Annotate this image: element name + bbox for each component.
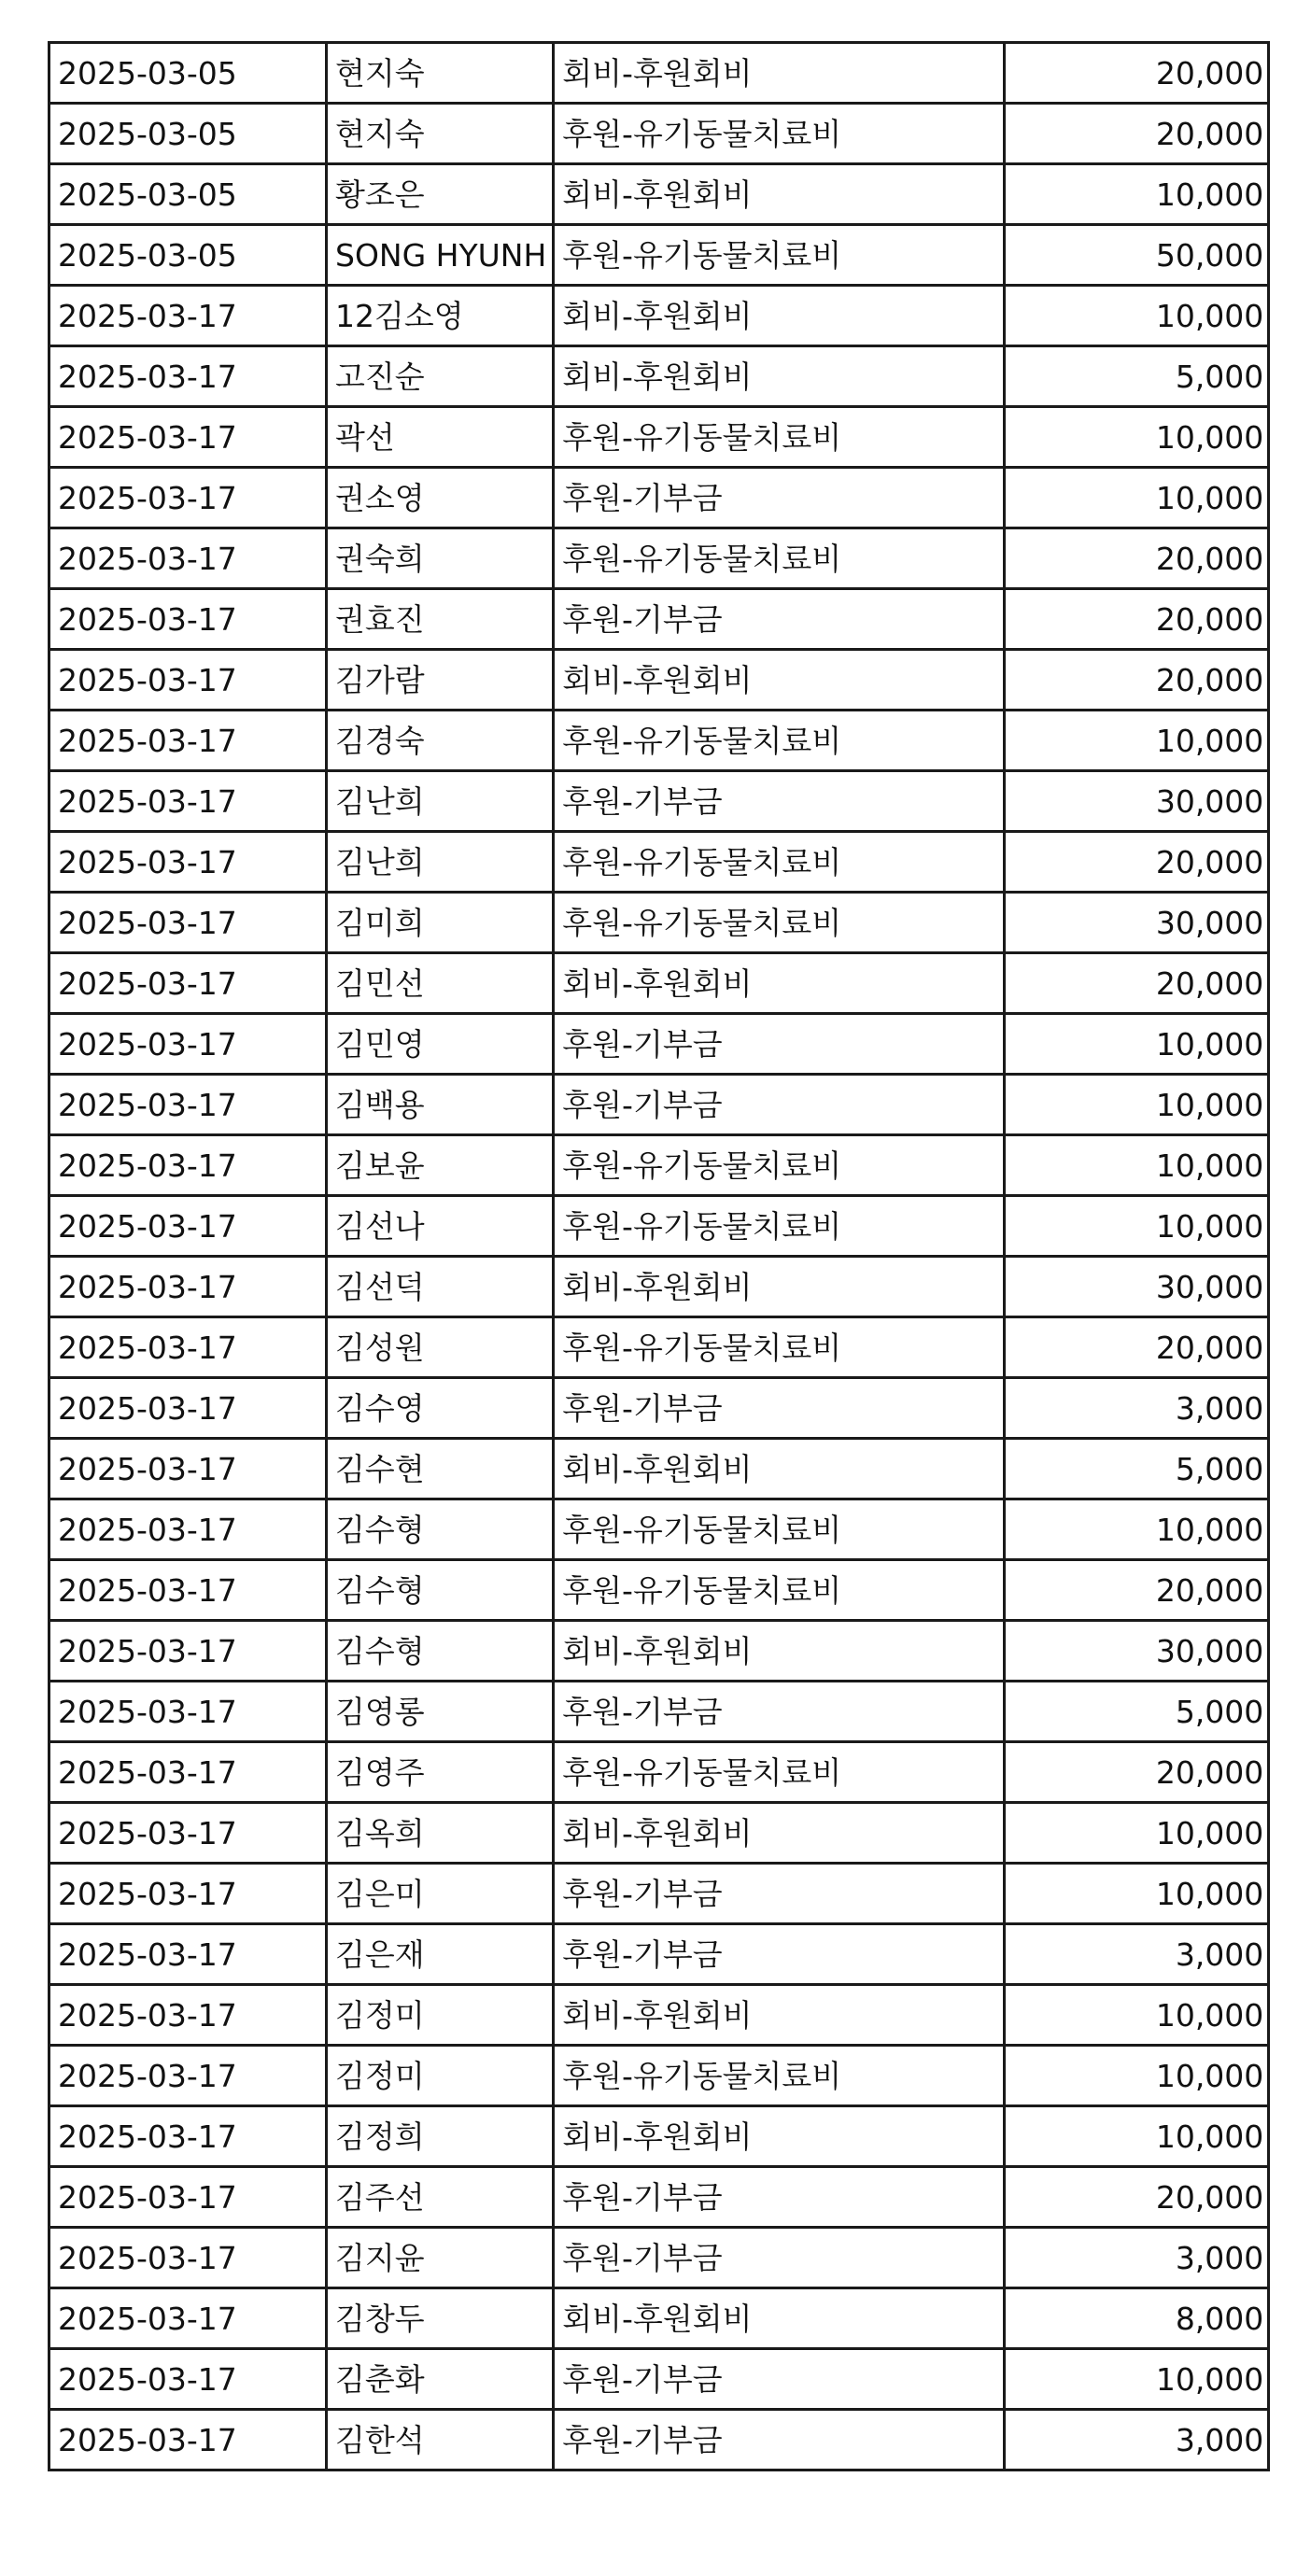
category-cell: 회비-후원회비 <box>554 1803 1005 1864</box>
donor-name-cell: 김한석 <box>327 2410 554 2470</box>
donor-name-cell: 김수영 <box>327 1378 554 1439</box>
table-row <box>49 1257 1269 1317</box>
donor-name-cell: 김지윤 <box>327 2228 554 2288</box>
amount-cell: 20,000 <box>1005 43 1269 104</box>
amount-cell: 3,000 <box>1005 1378 1269 1439</box>
table-row <box>49 953 1269 1014</box>
donor-name-cell: 김민선 <box>327 953 554 1014</box>
donor-name-cell: 김옥희 <box>327 1803 554 1864</box>
category-cell: 후원-기부금 <box>554 468 1005 528</box>
date-cell: 2025-03-17 <box>49 1196 327 1257</box>
amount-cell: 10,000 <box>1005 468 1269 528</box>
date-cell: 2025-03-17 <box>49 1682 327 1742</box>
date-cell: 2025-03-17 <box>49 1924 327 1985</box>
donor-name-cell: 황조은 <box>327 164 554 225</box>
category-cell: 후원-기부금 <box>554 2349 1005 2410</box>
date-cell: 2025-03-17 <box>49 1378 327 1439</box>
donor-name-cell: 김영주 <box>327 1742 554 1803</box>
date-cell: 2025-03-17 <box>49 2410 327 2470</box>
category-cell: 후원-기부금 <box>554 1924 1005 1985</box>
table-row <box>49 164 1269 225</box>
table-row <box>49 1742 1269 1803</box>
donor-name-cell: 김경숙 <box>327 711 554 771</box>
category-cell: 후원-유기동물치료비 <box>554 2046 1005 2106</box>
amount-cell: 50,000 <box>1005 225 1269 286</box>
donor-name-cell: 김선나 <box>327 1196 554 1257</box>
table-row <box>49 1621 1269 1682</box>
date-cell: 2025-03-17 <box>49 2349 327 2410</box>
donor-name-cell: 김정미 <box>327 2046 554 2106</box>
amount-cell: 20,000 <box>1005 832 1269 893</box>
category-cell: 후원-유기동물치료비 <box>554 407 1005 468</box>
category-cell: 후원-유기동물치료비 <box>554 1499 1005 1560</box>
amount-cell: 20,000 <box>1005 2167 1269 2228</box>
table-row <box>49 1317 1269 1378</box>
amount-cell: 10,000 <box>1005 1985 1269 2046</box>
category-cell: 회비-후원회비 <box>554 953 1005 1014</box>
donor-name-cell: 권효진 <box>327 589 554 650</box>
category-cell: 회비-후원회비 <box>554 1439 1005 1499</box>
date-cell: 2025-03-17 <box>49 2228 327 2288</box>
amount-cell: 30,000 <box>1005 893 1269 953</box>
date-cell: 2025-03-17 <box>49 2167 327 2228</box>
table-row <box>49 1196 1269 1257</box>
table-row <box>49 711 1269 771</box>
category-cell: 회비-후원회비 <box>554 2288 1005 2349</box>
donor-name-cell: 김정희 <box>327 2106 554 2167</box>
table-row <box>49 832 1269 893</box>
date-cell: 2025-03-17 <box>49 650 327 711</box>
category-cell: 후원-유기동물치료비 <box>554 893 1005 953</box>
table-row <box>49 589 1269 650</box>
category-cell: 후원-기부금 <box>554 1014 1005 1075</box>
amount-cell: 10,000 <box>1005 1196 1269 1257</box>
amount-cell: 20,000 <box>1005 953 1269 1014</box>
amount-cell: 20,000 <box>1005 650 1269 711</box>
donor-name-cell: 고진순 <box>327 346 554 407</box>
table-row <box>49 1560 1269 1621</box>
table-row <box>49 286 1269 346</box>
category-cell: 회비-후원회비 <box>554 650 1005 711</box>
date-cell: 2025-03-17 <box>49 1014 327 1075</box>
table-row <box>49 104 1269 164</box>
date-cell: 2025-03-05 <box>49 164 327 225</box>
category-cell: 후원-기부금 <box>554 2167 1005 2228</box>
table-row <box>49 1075 1269 1135</box>
amount-cell: 3,000 <box>1005 2410 1269 2470</box>
table-row <box>49 2288 1269 2349</box>
table-row <box>49 1499 1269 1560</box>
date-cell: 2025-03-17 <box>49 589 327 650</box>
table-row <box>49 893 1269 953</box>
date-cell: 2025-03-17 <box>49 1742 327 1803</box>
table-row <box>49 1803 1269 1864</box>
donor-name-cell: 김가람 <box>327 650 554 711</box>
amount-cell: 3,000 <box>1005 2228 1269 2288</box>
amount-cell: 30,000 <box>1005 1621 1269 1682</box>
donor-name-cell: 김성원 <box>327 1317 554 1378</box>
category-cell: 회비-후원회비 <box>554 286 1005 346</box>
table-row <box>49 1135 1269 1196</box>
table-row <box>49 1014 1269 1075</box>
category-cell: 후원-유기동물치료비 <box>554 711 1005 771</box>
donor-name-cell: 김영롱 <box>327 1682 554 1742</box>
category-cell: 후원-유기동물치료비 <box>554 1196 1005 1257</box>
table-row <box>49 225 1269 286</box>
amount-cell: 10,000 <box>1005 1803 1269 1864</box>
date-cell: 2025-03-17 <box>49 1135 327 1196</box>
donor-name-cell: 김정미 <box>327 1985 554 2046</box>
date-cell: 2025-03-17 <box>49 346 327 407</box>
table-row <box>49 43 1269 104</box>
date-cell: 2025-03-17 <box>49 286 327 346</box>
category-cell: 후원-유기동물치료비 <box>554 225 1005 286</box>
date-cell: 2025-03-05 <box>49 104 327 164</box>
table-row <box>49 1985 1269 2046</box>
date-cell: 2025-03-17 <box>49 1803 327 1864</box>
donor-name-cell: 김창두 <box>327 2288 554 2349</box>
table-row <box>49 1682 1269 1742</box>
date-cell: 2025-03-17 <box>49 1439 327 1499</box>
date-cell: 2025-03-17 <box>49 2046 327 2106</box>
date-cell: 2025-03-05 <box>49 43 327 104</box>
amount-cell: 10,000 <box>1005 2046 1269 2106</box>
donor-name-cell: 김선덕 <box>327 1257 554 1317</box>
amount-cell: 10,000 <box>1005 286 1269 346</box>
donor-name-cell: 김난희 <box>327 771 554 832</box>
table-row <box>49 771 1269 832</box>
amount-cell: 10,000 <box>1005 2106 1269 2167</box>
date-cell: 2025-03-17 <box>49 1075 327 1135</box>
table-row <box>49 468 1269 528</box>
category-cell: 후원-유기동물치료비 <box>554 104 1005 164</box>
date-cell: 2025-03-17 <box>49 771 327 832</box>
date-cell: 2025-03-17 <box>49 1864 327 1924</box>
donor-name-cell: 현지숙 <box>327 43 554 104</box>
amount-cell: 10,000 <box>1005 1014 1269 1075</box>
category-cell: 후원-기부금 <box>554 1378 1005 1439</box>
table-row <box>49 2106 1269 2167</box>
table-row <box>49 2046 1269 2106</box>
category-cell: 후원-유기동물치료비 <box>554 528 1005 589</box>
donation-ledger-table <box>48 41 1270 2471</box>
category-cell: 후원-기부금 <box>554 771 1005 832</box>
category-cell: 후원-유기동물치료비 <box>554 1560 1005 1621</box>
donor-name-cell: 김수형 <box>327 1499 554 1560</box>
category-cell: 회비-후원회비 <box>554 164 1005 225</box>
amount-cell: 10,000 <box>1005 2349 1269 2410</box>
date-cell: 2025-03-17 <box>49 2106 327 2167</box>
amount-cell: 5,000 <box>1005 1439 1269 1499</box>
amount-cell: 10,000 <box>1005 164 1269 225</box>
category-cell: 회비-후원회비 <box>554 1257 1005 1317</box>
table-row <box>49 1378 1269 1439</box>
date-cell: 2025-03-05 <box>49 225 327 286</box>
amount-cell: 20,000 <box>1005 528 1269 589</box>
table-row <box>49 2228 1269 2288</box>
date-cell: 2025-03-17 <box>49 468 327 528</box>
date-cell: 2025-03-17 <box>49 893 327 953</box>
date-cell: 2025-03-17 <box>49 2288 327 2349</box>
amount-cell: 3,000 <box>1005 1924 1269 1985</box>
amount-cell: 10,000 <box>1005 1075 1269 1135</box>
category-cell: 후원-기부금 <box>554 2410 1005 2470</box>
donor-name-cell: 현지숙 <box>327 104 554 164</box>
amount-cell: 10,000 <box>1005 407 1269 468</box>
category-cell: 회비-후원회비 <box>554 1621 1005 1682</box>
category-cell: 후원-기부금 <box>554 1075 1005 1135</box>
table-row <box>49 1864 1269 1924</box>
donor-name-cell: 김수형 <box>327 1621 554 1682</box>
date-cell: 2025-03-17 <box>49 711 327 771</box>
date-cell: 2025-03-17 <box>49 953 327 1014</box>
date-cell: 2025-03-17 <box>49 1317 327 1378</box>
amount-cell: 10,000 <box>1005 1135 1269 1196</box>
category-cell: 후원-유기동물치료비 <box>554 1317 1005 1378</box>
donor-name-cell: 김민영 <box>327 1014 554 1075</box>
donor-name-cell: 김난희 <box>327 832 554 893</box>
amount-cell: 20,000 <box>1005 1560 1269 1621</box>
table-row <box>49 407 1269 468</box>
donor-name-cell: 김은미 <box>327 1864 554 1924</box>
date-cell: 2025-03-17 <box>49 407 327 468</box>
category-cell: 회비-후원회비 <box>554 43 1005 104</box>
donor-name-cell: 김춘화 <box>327 2349 554 2410</box>
date-cell: 2025-03-17 <box>49 528 327 589</box>
donor-name-cell: 김미희 <box>327 893 554 953</box>
category-cell: 후원-기부금 <box>554 1864 1005 1924</box>
amount-cell: 30,000 <box>1005 1257 1269 1317</box>
date-cell: 2025-03-17 <box>49 1621 327 1682</box>
donor-name-cell: 권숙희 <box>327 528 554 589</box>
table-row <box>49 528 1269 589</box>
donor-name-cell: SONG HYUNH <box>327 225 554 286</box>
category-cell: 후원-유기동물치료비 <box>554 1135 1005 1196</box>
amount-cell: 20,000 <box>1005 1317 1269 1378</box>
date-cell: 2025-03-17 <box>49 1560 327 1621</box>
amount-cell: 5,000 <box>1005 1682 1269 1742</box>
amount-cell: 20,000 <box>1005 104 1269 164</box>
amount-cell: 10,000 <box>1005 711 1269 771</box>
category-cell: 후원-유기동물치료비 <box>554 832 1005 893</box>
table-row <box>49 1439 1269 1499</box>
category-cell: 회비-후원회비 <box>554 2106 1005 2167</box>
amount-cell: 5,000 <box>1005 346 1269 407</box>
date-cell: 2025-03-17 <box>49 1499 327 1560</box>
category-cell: 회비-후원회비 <box>554 346 1005 407</box>
donor-name-cell: 김수형 <box>327 1560 554 1621</box>
donor-name-cell: 김은재 <box>327 1924 554 1985</box>
donor-name-cell: 김주선 <box>327 2167 554 2228</box>
amount-cell: 10,000 <box>1005 1499 1269 1560</box>
category-cell: 후원-기부금 <box>554 1682 1005 1742</box>
donor-name-cell: 김수현 <box>327 1439 554 1499</box>
donor-name-cell: 권소영 <box>327 468 554 528</box>
amount-cell: 30,000 <box>1005 771 1269 832</box>
table-row <box>49 1924 1269 1985</box>
table-row <box>49 2349 1269 2410</box>
table-row <box>49 2167 1269 2228</box>
donor-name-cell: 곽선 <box>327 407 554 468</box>
donor-name-cell: 12김소영 <box>327 286 554 346</box>
donor-name-cell: 김보윤 <box>327 1135 554 1196</box>
category-cell: 후원-기부금 <box>554 2228 1005 2288</box>
category-cell: 후원-기부금 <box>554 589 1005 650</box>
date-cell: 2025-03-17 <box>49 1985 327 2046</box>
amount-cell: 10,000 <box>1005 1864 1269 1924</box>
category-cell: 회비-후원회비 <box>554 1985 1005 2046</box>
ledger-body <box>49 43 1269 2470</box>
amount-cell: 20,000 <box>1005 1742 1269 1803</box>
date-cell: 2025-03-17 <box>49 832 327 893</box>
table-row <box>49 346 1269 407</box>
amount-cell: 8,000 <box>1005 2288 1269 2349</box>
donor-name-cell: 김백용 <box>327 1075 554 1135</box>
amount-cell: 20,000 <box>1005 589 1269 650</box>
table-row <box>49 2410 1269 2470</box>
table-row <box>49 650 1269 711</box>
category-cell: 후원-유기동물치료비 <box>554 1742 1005 1803</box>
date-cell: 2025-03-17 <box>49 1257 327 1317</box>
